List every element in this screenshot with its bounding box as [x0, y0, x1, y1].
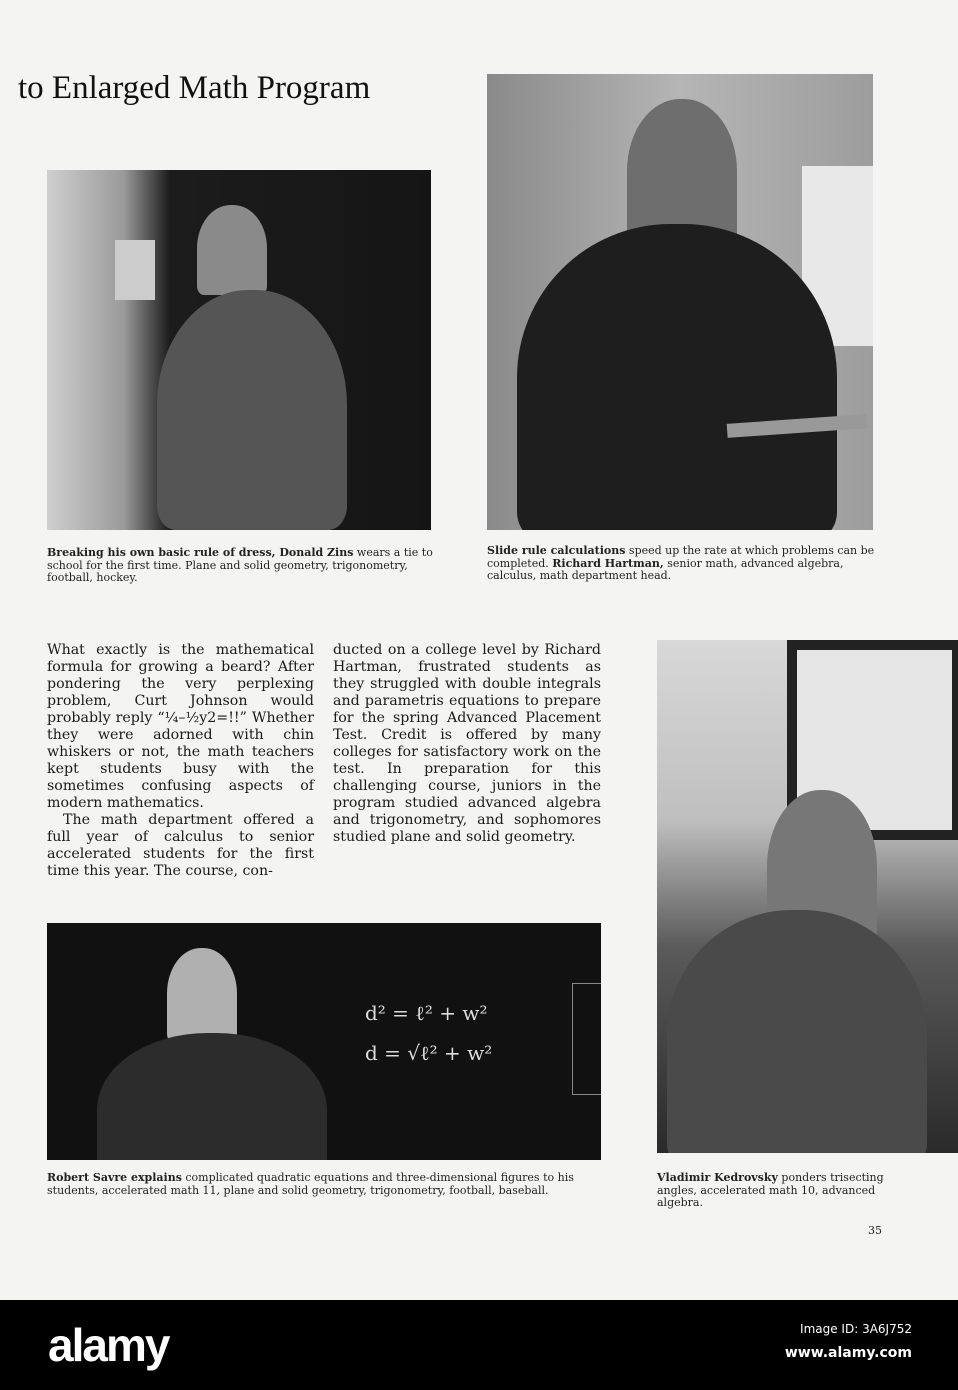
caption-kedrovsky-text: ponders trisecting angles, accelerated math 10, advanced algebra.	[657, 1171, 884, 1209]
caption-kedrovsky	[657, 1172, 887, 1210]
site-url: www.alamy.com	[784, 1345, 912, 1361]
caption-hartman	[487, 545, 875, 583]
blackboard-formula-2: d = √ℓ² + w²	[365, 1041, 493, 1065]
caption-hartman-bold2: Richard Hartman,	[552, 556, 664, 570]
caption-zins-bold: Breaking his own basic rule of dress, Donald Zins	[47, 546, 354, 559]
book	[115, 240, 155, 300]
cube-drawing	[572, 983, 601, 1095]
teacher-jacket	[97, 1033, 327, 1160]
photo-donald-zins	[47, 170, 431, 530]
caption-kedrovsky-bold: Vladimir Kedrovsky	[657, 1171, 778, 1184]
caption-zins-text: wears a tie to school for the first time. Plane and solid geometry, trigonometry, football, hockey.	[47, 546, 433, 584]
teacher-head	[167, 948, 237, 1043]
article-column-2	[333, 642, 601, 846]
photo-richard-hartman	[487, 74, 873, 530]
teacher-jacket	[667, 910, 927, 1153]
photo-robert-savre	[47, 923, 601, 1160]
caption-savre	[47, 1172, 607, 1197]
page-number: 35	[868, 1224, 882, 1237]
article-paragraph-3: ducted on a college level by Richard Hartman, frustrated students as they struggled with double integrals and parametris equations to prepare for the spring Advanced Placement Test. Credit is offered by many colleges for satisfactory work on the test. In preparation for this challenging course, juniors in the program studied advanced algebra and trigonometry, and sophomores studied plane and solid geometry.	[333, 642, 601, 845]
caption-zins	[47, 547, 435, 585]
photo-vladimir-kedrovsky	[657, 640, 958, 1153]
teacher-jacket	[157, 290, 347, 530]
teacher-head	[197, 205, 267, 295]
caption-savre-bold: Robert Savre explains	[47, 1171, 182, 1184]
caption-hartman-text1: speed up the rate at which problems can be completed.	[487, 544, 875, 570]
image-id: Image ID: 3A6J752	[800, 1322, 912, 1336]
teacher-suit	[517, 224, 837, 530]
alamy-logo: alamy	[48, 1319, 169, 1371]
page-title: to Enlarged Math Program	[18, 70, 371, 106]
caption-hartman-bold1: Slide rule calculations	[487, 544, 626, 557]
article-column-1	[47, 642, 314, 880]
blackboard-formula-1: d² = ℓ² + w²	[365, 1001, 488, 1025]
caption-hartman-text2: senior math, advanced algebra, calculus, math department head.	[487, 556, 844, 582]
article-paragraph-2: The math department offered a full year of calculus to senior accelerated students for the first time this year. The course, con-	[47, 812, 314, 879]
caption-savre-text: complicated quadratic equations and three-dimensional figures to his students, accelerated math 11, plane and solid geometry, trigonometry, football, baseball.	[47, 1171, 574, 1197]
article-paragraph-1: What exactly is the mathematical formula for growing a beard? After pondering the very perplexing problem, Curt Johnson would probably reply “¼–½y2=!!” Whether they were adorned with chin whiskers or not, the math teachers kept students busy with the sometimes confusing aspects of modern mathematics.	[47, 642, 314, 811]
